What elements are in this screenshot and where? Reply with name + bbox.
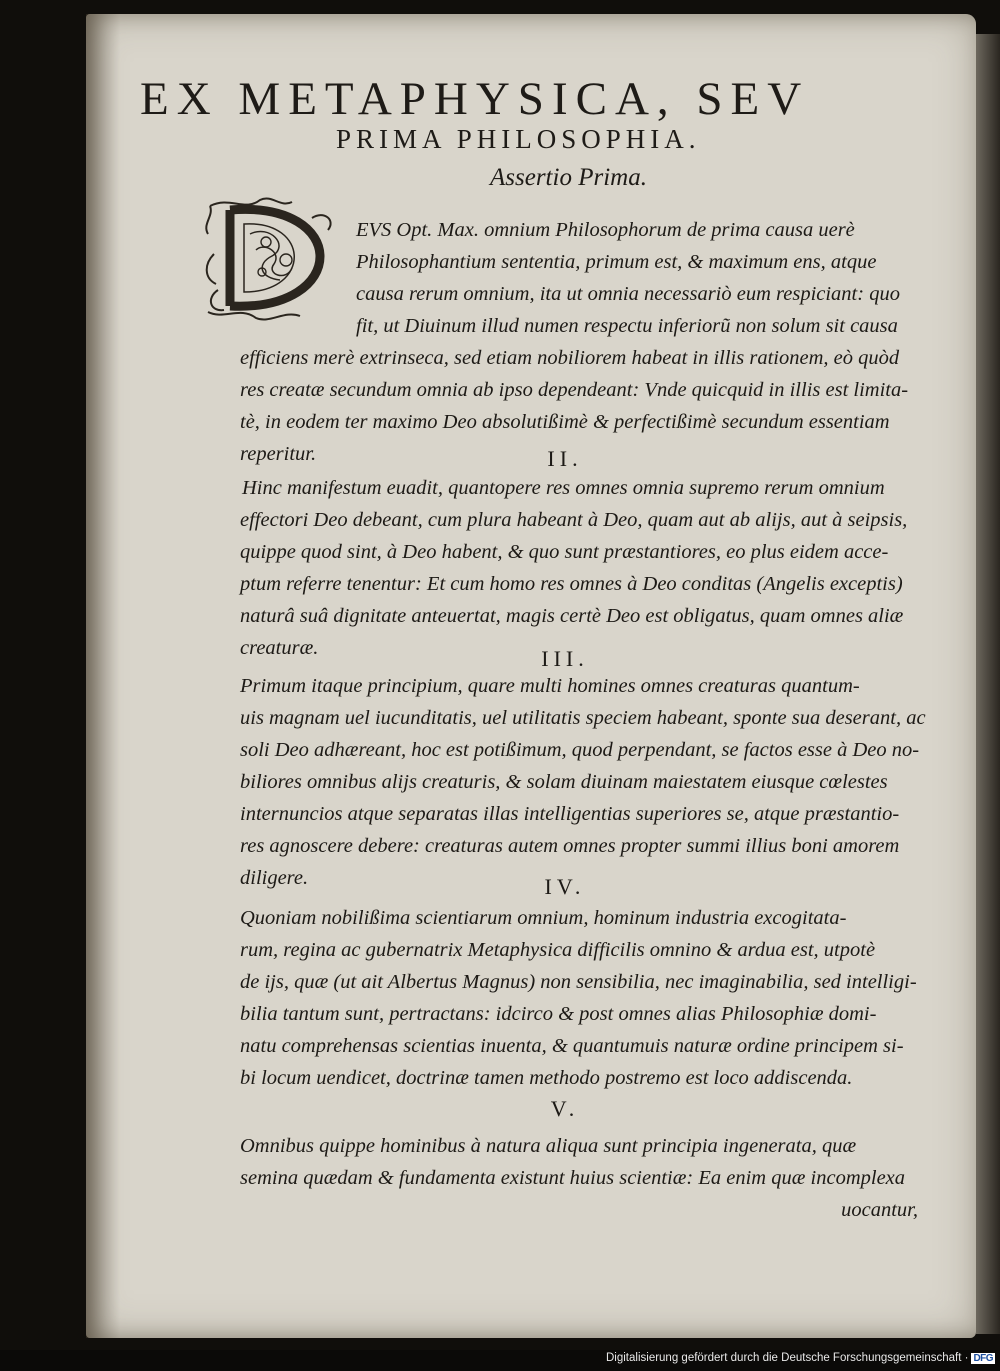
text-line: bilia tantum sunt, pertractans: idcirco & post omnes alias Philosophiæ domi- (240, 1003, 877, 1025)
assertio-3 (240, 670, 940, 894)
text-line: bi locum uendicet, doctrinæ tamen methodo postremo est loco addiscenda. (240, 1067, 853, 1089)
text-line: natu comprehensas scientias inuenta, & quantumuis naturæ ordine principem si- (240, 1035, 904, 1057)
text-line: Philosophantium sententia, primum est, & maximum ens, atque (356, 251, 877, 273)
text-line: EVS Opt. Max. omnium Philosophorum de prima causa uerè (356, 219, 855, 241)
assertio-4 (240, 902, 940, 1094)
dfg-logo: DFG (973, 1353, 994, 1364)
text-line: effectori Deo debeant, cum plura habeant à Deo, quam aut ab alijs, aut à seipsis, (240, 509, 908, 531)
text-line: reperitur. (240, 443, 317, 465)
text-line: biliores omnibus alijs creaturis, & solam diuinam maiestatem eiusque cœlestes (240, 771, 888, 793)
section-numeral-v: V. (550, 1096, 580, 1121)
assertio-1-opening (356, 214, 936, 342)
text-line: uis magnam uel iucunditatis, uel utilitatis speciem habeant, sponte sua deserant, ac (240, 707, 926, 729)
heading-line-2: PRIMA PHILOSOPHIA. (336, 124, 701, 154)
text-line: ptum referre tenentur: Et cum homo res omnes à Deo conditas (Angelis exceptis) (240, 573, 903, 595)
text-line: efficiens merè extrinseca, sed etiam nobiliorem habeat in illis rationem, eò quòd (240, 347, 900, 369)
text-line: res agnoscere debere: creaturas autem omnes propter summi illius boni amorem (240, 835, 900, 857)
heading-line-1: EX METAPHYSICA, SEV (140, 73, 810, 125)
digitization-credit (606, 1352, 995, 1364)
text-line: diligere. (240, 867, 309, 889)
assertio-2 (240, 472, 940, 664)
text-line: tè, in eodem ter maximo Deo absolutißimè & perfectißimè secundum essentiam (240, 411, 890, 433)
text-line: fit, ut Diuinum illud numen respectu inferiorũ non solum sit causa (356, 315, 898, 337)
credit-text: Digitalisierung gefördert durch die Deutsche Forschungsgemeinschaft · (606, 1352, 969, 1364)
page-heading (140, 72, 930, 191)
text-line: de ijs, quæ (ut ait Albertus Magnus) non sensibilia, nec imaginabilia, sed intelligi- (240, 971, 917, 993)
text-line: causa rerum omnium, ita ut omnia necessariò eum respiciant: quo (356, 283, 900, 305)
section-numeral-ii: II. (547, 446, 583, 471)
text-line: Quoniam nobilißima scientiarum omnium, hominum industria excogitata- (240, 907, 847, 929)
text-line: Omnibus quippe hominibus à natura aliqua sunt principia ingenerata, quæ (240, 1135, 857, 1157)
text-line: semina quædam & fundamenta existunt huius scientiæ: Ea enim quæ incomplexa (240, 1167, 906, 1189)
text-line: naturâ suâ dignitate anteuertat, magis certè Deo est obligatus, quam omnes aliæ (240, 605, 904, 627)
text-line: Primum itaque principium, quare multi homines omnes creaturas quantum- (240, 675, 860, 697)
text-line: res creatæ secundum omnia ab ipso dependeant: Vnde quicquid in illis est limita- (240, 379, 909, 401)
heading-subtitle: Assertio Prima. (490, 164, 647, 191)
text-line: Hinc manifestum euadit, quantopere res omnes omnia supremo rerum omnium (242, 477, 885, 499)
catchword: uocantur, (841, 1199, 918, 1221)
text-line: rum, regina ac gubernatrix Metaphysica difficilis omnino & ardua est, utpotè (240, 939, 876, 961)
section-numeral-iii: III. (541, 646, 589, 671)
ornamental-dropcap-d (200, 194, 352, 324)
assertio-5 (240, 1130, 940, 1226)
text-line: quippe quod sint, à Deo habent, & quo sunt præstantiores, eo plus eidem acce- (240, 541, 889, 563)
text-line: creaturæ. (240, 637, 319, 659)
page-edge (976, 34, 1000, 1334)
section-numeral-iv: IV. (544, 874, 586, 899)
text-line: internuncios atque separatas illas intelligentias superiores se, atque præstantio- (240, 803, 900, 825)
text-line: soli Deo adhæreant, hoc est potißimum, quod perpendant, se factos esse à Deo no- (240, 739, 920, 761)
